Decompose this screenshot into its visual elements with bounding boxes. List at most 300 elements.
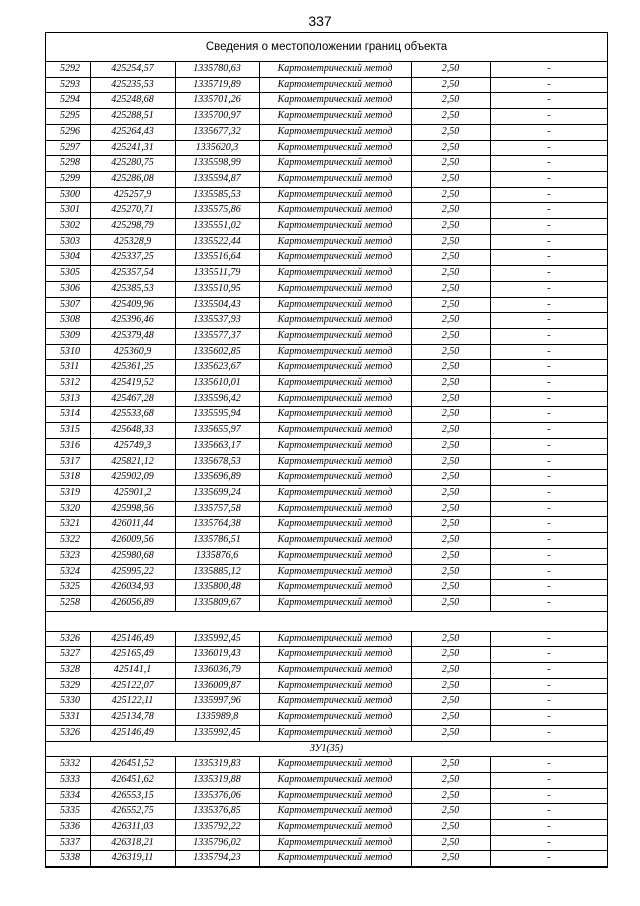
method-cell: Картометрический метод <box>259 678 411 694</box>
description-cell: - <box>490 647 607 663</box>
y-coordinate: 1335620,3 <box>175 140 259 156</box>
coordinates-table-body <box>46 62 607 867</box>
method-cell: Картометрический метод <box>259 219 411 235</box>
x-coordinate: 425901,2 <box>90 485 175 501</box>
precision-cell: 2,50 <box>411 360 490 376</box>
method-cell: Картометрический метод <box>259 804 411 820</box>
description-cell: - <box>490 187 607 203</box>
point-number: 5327 <box>46 647 90 663</box>
method-cell: Картометрический метод <box>259 281 411 297</box>
description-cell: - <box>490 835 607 851</box>
table-row <box>46 595 607 611</box>
description-cell: - <box>490 804 607 820</box>
x-coordinate: 426056,89 <box>90 595 175 611</box>
x-coordinate: 425248,68 <box>90 93 175 109</box>
y-coordinate: 1335764,38 <box>175 517 259 533</box>
y-coordinate: 1335585,53 <box>175 187 259 203</box>
point-number: 5328 <box>46 663 90 679</box>
method-cell: Картометрический метод <box>259 517 411 533</box>
x-coordinate: 425146,49 <box>90 725 175 741</box>
x-coordinate: 425995,22 <box>90 564 175 580</box>
description-cell: - <box>490 62 607 77</box>
precision-cell: 2,50 <box>411 647 490 663</box>
precision-cell: 2,50 <box>411 77 490 93</box>
x-coordinate: 425280,75 <box>90 156 175 172</box>
point-number: 5338 <box>46 851 90 867</box>
precision-cell: 2,50 <box>411 835 490 851</box>
table-row <box>46 360 607 376</box>
precision-cell: 2,50 <box>411 93 490 109</box>
description-cell: - <box>490 297 607 313</box>
point-number: 5303 <box>46 234 90 250</box>
point-number: 5330 <box>46 694 90 710</box>
precision-cell: 2,50 <box>411 124 490 140</box>
y-coordinate: 1335792,22 <box>175 820 259 836</box>
table-row <box>46 533 607 549</box>
table-row <box>46 710 607 726</box>
precision-cell: 2,50 <box>411 266 490 282</box>
precision-cell: 2,50 <box>411 297 490 313</box>
precision-cell: 2,50 <box>411 203 490 219</box>
description-cell: - <box>490 851 607 867</box>
point-number: 5309 <box>46 328 90 344</box>
precision-cell: 2,50 <box>411 804 490 820</box>
x-coordinate: 425286,08 <box>90 171 175 187</box>
x-coordinate: 425902,09 <box>90 470 175 486</box>
x-coordinate: 425357,54 <box>90 266 175 282</box>
precision-cell: 2,50 <box>411 391 490 407</box>
y-coordinate: 1335876,6 <box>175 548 259 564</box>
method-cell: Картометрический метод <box>259 647 411 663</box>
point-number: 5323 <box>46 548 90 564</box>
precision-cell: 2,50 <box>411 694 490 710</box>
precision-cell: 2,50 <box>411 281 490 297</box>
method-cell: Картометрический метод <box>259 297 411 313</box>
point-number: 5324 <box>46 564 90 580</box>
description-cell: - <box>490 328 607 344</box>
method-cell: Картометрический метод <box>259 171 411 187</box>
description-cell: - <box>490 313 607 329</box>
y-coordinate: 1335598,99 <box>175 156 259 172</box>
y-coordinate: 1335663,17 <box>175 438 259 454</box>
precision-cell: 2,50 <box>411 501 490 517</box>
precision-cell: 2,50 <box>411 344 490 360</box>
point-number: 5302 <box>46 219 90 235</box>
part-label-row <box>46 741 607 757</box>
description-cell: - <box>490 140 607 156</box>
table-row <box>46 631 607 647</box>
y-coordinate: 1335511,79 <box>175 266 259 282</box>
point-number: 5310 <box>46 344 90 360</box>
table-row <box>46 344 607 360</box>
description-cell: - <box>490 109 607 125</box>
page-number: 337 <box>308 13 332 29</box>
description-cell: - <box>490 266 607 282</box>
part-label: ЗУ1(35) <box>46 741 607 757</box>
table-row <box>46 694 607 710</box>
precision-cell: 2,50 <box>411 548 490 564</box>
precision-cell: 2,50 <box>411 171 490 187</box>
point-number: 5318 <box>46 470 90 486</box>
method-cell: Картометрический метод <box>259 250 411 266</box>
table-row <box>46 835 607 851</box>
point-number: 5315 <box>46 423 90 439</box>
description-cell: - <box>490 788 607 804</box>
separator-cell <box>46 611 607 631</box>
table-row <box>46 62 607 77</box>
description-cell: - <box>490 77 607 93</box>
precision-cell: 2,50 <box>411 438 490 454</box>
method-cell: Картометрический метод <box>259 710 411 726</box>
precision-cell: 2,50 <box>411 788 490 804</box>
y-coordinate: 1335885,12 <box>175 564 259 580</box>
table-row <box>46 407 607 423</box>
table-row <box>46 454 607 470</box>
x-coordinate: 426451,52 <box>90 757 175 773</box>
point-number: 5333 <box>46 772 90 788</box>
point-number: 5293 <box>46 77 90 93</box>
x-coordinate: 425749,3 <box>90 438 175 454</box>
point-number: 5320 <box>46 501 90 517</box>
point-number: 5322 <box>46 533 90 549</box>
precision-cell: 2,50 <box>411 772 490 788</box>
table-row <box>46 851 607 867</box>
table-row <box>46 772 607 788</box>
table-row <box>46 485 607 501</box>
table-row <box>46 266 607 282</box>
table-row <box>46 438 607 454</box>
precision-cell: 2,50 <box>411 564 490 580</box>
y-coordinate: 1335522,44 <box>175 234 259 250</box>
description-cell: - <box>490 820 607 836</box>
x-coordinate: 425379,48 <box>90 328 175 344</box>
description-cell: - <box>490 564 607 580</box>
y-coordinate: 1335319,83 <box>175 757 259 773</box>
precision-cell: 2,50 <box>411 454 490 470</box>
point-number: 5308 <box>46 313 90 329</box>
x-coordinate: 425467,28 <box>90 391 175 407</box>
precision-cell: 2,50 <box>411 109 490 125</box>
x-coordinate: 426319,11 <box>90 851 175 867</box>
method-cell: Картометрический метод <box>259 725 411 741</box>
precision-cell: 2,50 <box>411 580 490 596</box>
x-coordinate: 425533,68 <box>90 407 175 423</box>
x-coordinate: 425264,43 <box>90 124 175 140</box>
y-coordinate: 1335655,97 <box>175 423 259 439</box>
x-coordinate: 425328,9 <box>90 234 175 250</box>
y-coordinate: 1335992,45 <box>175 631 259 647</box>
point-number: 5325 <box>46 580 90 596</box>
precision-cell: 2,50 <box>411 678 490 694</box>
table-row <box>46 77 607 93</box>
precision-cell: 2,50 <box>411 313 490 329</box>
description-cell: - <box>490 93 607 109</box>
point-number: 5305 <box>46 266 90 282</box>
precision-cell: 2,50 <box>411 517 490 533</box>
precision-cell: 2,50 <box>411 595 490 611</box>
description-cell: - <box>490 501 607 517</box>
method-cell: Картометрический метод <box>259 328 411 344</box>
method-cell: Картометрический метод <box>259 663 411 679</box>
description-cell: - <box>490 533 607 549</box>
x-coordinate: 425998,56 <box>90 501 175 517</box>
description-cell: - <box>490 663 607 679</box>
method-cell: Картометрический метод <box>259 470 411 486</box>
coordinates-document <box>45 32 608 868</box>
method-cell: Картометрический метод <box>259 407 411 423</box>
method-cell: Картометрический метод <box>259 187 411 203</box>
table-row <box>46 564 607 580</box>
precision-cell: 2,50 <box>411 250 490 266</box>
description-cell: - <box>490 631 607 647</box>
method-cell: Картометрический метод <box>259 93 411 109</box>
precision-cell: 2,50 <box>411 757 490 773</box>
y-coordinate: 1335678,53 <box>175 454 259 470</box>
method-cell: Картометрический метод <box>259 631 411 647</box>
method-cell: Картометрический метод <box>259 694 411 710</box>
method-cell: Картометрический метод <box>259 423 411 439</box>
y-coordinate: 1335594,87 <box>175 171 259 187</box>
description-cell: - <box>490 391 607 407</box>
description-cell: - <box>490 360 607 376</box>
point-number: 5311 <box>46 360 90 376</box>
x-coordinate: 425361,25 <box>90 360 175 376</box>
table-row <box>46 678 607 694</box>
point-number: 5335 <box>46 804 90 820</box>
method-cell: Картометрический метод <box>259 360 411 376</box>
point-number: 5317 <box>46 454 90 470</box>
y-coordinate: 1335794,23 <box>175 851 259 867</box>
y-coordinate: 1335997,96 <box>175 694 259 710</box>
y-coordinate: 1335623,67 <box>175 360 259 376</box>
precision-cell: 2,50 <box>411 533 490 549</box>
precision-cell: 2,50 <box>411 187 490 203</box>
method-cell: Картометрический метод <box>259 234 411 250</box>
precision-cell: 2,50 <box>411 140 490 156</box>
x-coordinate: 425360,9 <box>90 344 175 360</box>
point-number: 5292 <box>46 62 90 77</box>
y-coordinate: 1335809,67 <box>175 595 259 611</box>
precision-cell: 2,50 <box>411 820 490 836</box>
precision-cell: 2,50 <box>411 710 490 726</box>
method-cell: Картометрический метод <box>259 772 411 788</box>
table-row <box>46 219 607 235</box>
x-coordinate: 426553,15 <box>90 788 175 804</box>
x-coordinate: 425141,1 <box>90 663 175 679</box>
method-cell: Картометрический метод <box>259 62 411 77</box>
method-cell: Картометрический метод <box>259 580 411 596</box>
x-coordinate: 426451,62 <box>90 772 175 788</box>
method-cell: Картометрический метод <box>259 485 411 501</box>
y-coordinate: 1335989,8 <box>175 710 259 726</box>
coordinates-table <box>46 62 607 867</box>
precision-cell: 2,50 <box>411 62 490 77</box>
point-number: 5304 <box>46 250 90 266</box>
precision-cell: 2,50 <box>411 470 490 486</box>
point-number: 5299 <box>46 171 90 187</box>
group-separator-row <box>46 611 607 631</box>
y-coordinate: 1335719,89 <box>175 77 259 93</box>
y-coordinate: 1335757,58 <box>175 501 259 517</box>
precision-cell: 2,50 <box>411 407 490 423</box>
y-coordinate: 1335610,01 <box>175 376 259 392</box>
point-number: 5301 <box>46 203 90 219</box>
x-coordinate: 426011,44 <box>90 517 175 533</box>
table-row <box>46 234 607 250</box>
method-cell: Картометрический метод <box>259 376 411 392</box>
point-number: 5316 <box>46 438 90 454</box>
method-cell: Картометрический метод <box>259 266 411 282</box>
y-coordinate: 1335701,26 <box>175 93 259 109</box>
table-row <box>46 647 607 663</box>
table-row <box>46 548 607 564</box>
precision-cell: 2,50 <box>411 219 490 235</box>
table-row <box>46 376 607 392</box>
method-cell: Картометрический метод <box>259 851 411 867</box>
description-cell: - <box>490 485 607 501</box>
description-cell: - <box>490 124 607 140</box>
method-cell: Картометрический метод <box>259 313 411 329</box>
table-row <box>46 580 607 596</box>
precision-cell: 2,50 <box>411 485 490 501</box>
x-coordinate: 425396,46 <box>90 313 175 329</box>
table-row <box>46 470 607 486</box>
method-cell: Картометрический метод <box>259 77 411 93</box>
table-row <box>46 93 607 109</box>
point-number: 5314 <box>46 407 90 423</box>
y-coordinate: 1335376,06 <box>175 788 259 804</box>
method-cell: Картометрический метод <box>259 454 411 470</box>
y-coordinate: 1335677,32 <box>175 124 259 140</box>
table-row <box>46 140 607 156</box>
y-coordinate: 1335376,85 <box>175 804 259 820</box>
y-coordinate: 1335700,97 <box>175 109 259 125</box>
description-cell: - <box>490 203 607 219</box>
y-coordinate: 1335575,86 <box>175 203 259 219</box>
description-cell: - <box>490 171 607 187</box>
x-coordinate: 425337,25 <box>90 250 175 266</box>
method-cell: Картометрический метод <box>259 391 411 407</box>
table-row <box>46 663 607 679</box>
table-row <box>46 250 607 266</box>
point-number: 5336 <box>46 820 90 836</box>
description-cell: - <box>490 595 607 611</box>
description-cell: - <box>490 407 607 423</box>
method-cell: Картометрический метод <box>259 203 411 219</box>
x-coordinate: 425257,9 <box>90 187 175 203</box>
table-row <box>46 281 607 297</box>
method-cell: Картометрический метод <box>259 835 411 851</box>
point-number: 5294 <box>46 93 90 109</box>
x-coordinate: 425821,12 <box>90 454 175 470</box>
x-coordinate: 425409,96 <box>90 297 175 313</box>
table-row <box>46 109 607 125</box>
y-coordinate: 1335699,24 <box>175 485 259 501</box>
x-coordinate: 425165,49 <box>90 647 175 663</box>
method-cell: Картометрический метод <box>259 140 411 156</box>
precision-cell: 2,50 <box>411 376 490 392</box>
description-cell: - <box>490 470 607 486</box>
y-coordinate: 1335992,45 <box>175 725 259 741</box>
method-cell: Картометрический метод <box>259 548 411 564</box>
description-cell: - <box>490 454 607 470</box>
method-cell: Картометрический метод <box>259 757 411 773</box>
table-row <box>46 517 607 533</box>
description-cell: - <box>490 580 607 596</box>
precision-cell: 2,50 <box>411 663 490 679</box>
point-number: 5307 <box>46 297 90 313</box>
description-cell: - <box>490 423 607 439</box>
y-coordinate: 1335577,37 <box>175 328 259 344</box>
table-row <box>46 124 607 140</box>
description-cell: - <box>490 281 607 297</box>
y-coordinate: 1335696,89 <box>175 470 259 486</box>
x-coordinate: 426009,56 <box>90 533 175 549</box>
x-coordinate: 426318,21 <box>90 835 175 851</box>
table-row <box>46 423 607 439</box>
description-cell: - <box>490 725 607 741</box>
precision-cell: 2,50 <box>411 156 490 172</box>
method-cell: Картометрический метод <box>259 344 411 360</box>
point-number: 5312 <box>46 376 90 392</box>
description-cell: - <box>490 678 607 694</box>
method-cell: Картометрический метод <box>259 595 411 611</box>
point-number: 5258 <box>46 595 90 611</box>
point-number: 5334 <box>46 788 90 804</box>
section-title: Сведения о местоположении границ объекта <box>46 33 607 62</box>
point-number: 5313 <box>46 391 90 407</box>
point-number: 5326 <box>46 725 90 741</box>
x-coordinate: 425146,49 <box>90 631 175 647</box>
point-number: 5326 <box>46 631 90 647</box>
x-coordinate: 425254,57 <box>90 62 175 77</box>
description-cell: - <box>490 517 607 533</box>
x-coordinate: 425648,33 <box>90 423 175 439</box>
method-cell: Картометрический метод <box>259 109 411 125</box>
point-number: 5298 <box>46 156 90 172</box>
y-coordinate: 1335595,94 <box>175 407 259 423</box>
point-number: 5321 <box>46 517 90 533</box>
point-number: 5329 <box>46 678 90 694</box>
x-coordinate: 425122,07 <box>90 678 175 694</box>
table-row <box>46 804 607 820</box>
method-cell: Картометрический метод <box>259 564 411 580</box>
precision-cell: 2,50 <box>411 328 490 344</box>
x-coordinate: 426311,03 <box>90 820 175 836</box>
description-cell: - <box>490 694 607 710</box>
table-row <box>46 501 607 517</box>
table-row <box>46 788 607 804</box>
point-number: 5300 <box>46 187 90 203</box>
method-cell: Картометрический метод <box>259 124 411 140</box>
x-coordinate: 426552,75 <box>90 804 175 820</box>
y-coordinate: 1335504,43 <box>175 297 259 313</box>
method-cell: Картометрический метод <box>259 501 411 517</box>
y-coordinate: 1335796,02 <box>175 835 259 851</box>
table-row <box>46 757 607 773</box>
x-coordinate: 425122,11 <box>90 694 175 710</box>
x-coordinate: 425235,53 <box>90 77 175 93</box>
method-cell: Картометрический метод <box>259 438 411 454</box>
table-row <box>46 725 607 741</box>
y-coordinate: 1335551,02 <box>175 219 259 235</box>
description-cell: - <box>490 156 607 172</box>
method-cell: Картометрический метод <box>259 533 411 549</box>
y-coordinate: 1335516,64 <box>175 250 259 266</box>
table-row <box>46 313 607 329</box>
x-coordinate: 425419,52 <box>90 376 175 392</box>
precision-cell: 2,50 <box>411 725 490 741</box>
